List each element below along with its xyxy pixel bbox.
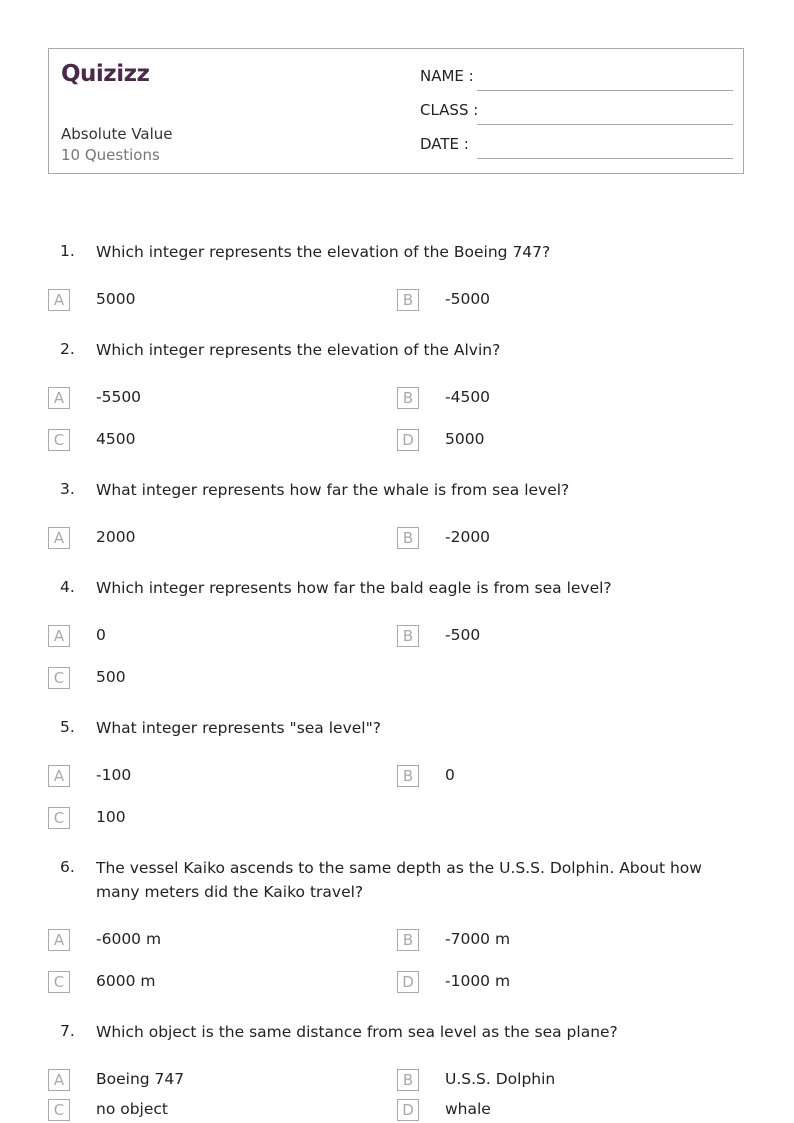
option-text: -500 <box>445 626 481 644</box>
option-text: 2000 <box>96 528 136 546</box>
name-label: NAME : <box>420 67 474 85</box>
option-text: -5500 <box>96 388 142 406</box>
question-number: 5. <box>60 718 75 736</box>
option-letter-box: D <box>397 1099 419 1121</box>
option-text: -4500 <box>445 388 491 406</box>
option-letter-box: D <box>397 971 419 993</box>
question-text: Which integer represents the elevation of the Boeing 747? <box>96 243 551 261</box>
option-letter-box: D <box>397 429 419 451</box>
option-letter-box: A <box>48 765 70 787</box>
question-number: 2. <box>60 340 75 358</box>
class-line[interactable] <box>477 124 733 125</box>
question-number: 4. <box>60 578 75 596</box>
option-text: -7000 m <box>445 930 511 948</box>
option-letter-box: A <box>48 625 70 647</box>
option-letter-box: B <box>397 387 419 409</box>
date-line[interactable] <box>477 158 733 159</box>
question-text: The vessel Kaiko ascends to the same depth as the U.S.S. Dolphin. About how many meters did the Kaiko travel? <box>96 859 702 901</box>
question-text: Which object is the same distance from sea level as the sea plane? <box>96 1023 618 1041</box>
option-letter-box: C <box>48 667 70 689</box>
question-text: What integer represents how far the whale is from sea level? <box>96 481 570 499</box>
option-text: no object <box>96 1100 168 1118</box>
option-text: -2000 <box>445 528 491 546</box>
option-text: U.S.S. Dolphin <box>445 1070 556 1088</box>
option-text: 0 <box>445 766 455 784</box>
option-text: -6000 m <box>96 930 162 948</box>
option-text: -100 <box>96 766 132 784</box>
option-text: -1000 m <box>445 972 511 990</box>
option-letter-box: A <box>48 387 70 409</box>
option-letter-box: A <box>48 527 70 549</box>
option-text: Boeing 747 <box>96 1070 185 1088</box>
option-letter-box: B <box>397 1069 419 1091</box>
quizizz-logo <box>61 59 161 87</box>
question-number: 7. <box>60 1022 75 1040</box>
question-text: Which integer represents the elevation of the Alvin? <box>96 341 501 359</box>
option-text: 500 <box>96 668 126 686</box>
option-text: 0 <box>96 626 106 644</box>
question-number: 6. <box>60 858 75 876</box>
option-text: 5000 <box>96 290 136 308</box>
option-text: 6000 m <box>96 972 156 990</box>
option-text: whale <box>445 1100 491 1118</box>
option-text: 4500 <box>96 430 136 448</box>
date-field <box>420 135 733 159</box>
option-text: -5000 <box>445 290 491 308</box>
worksheet-header <box>48 48 744 174</box>
class-field <box>420 101 733 125</box>
option-letter-box: C <box>48 1099 70 1121</box>
worksheet-title: Absolute Value <box>61 125 173 143</box>
option-letter-box: B <box>397 527 419 549</box>
option-text: 5000 <box>445 430 485 448</box>
question-text: Which integer represents how far the bald eagle is from sea level? <box>96 579 612 597</box>
question-number: 1. <box>60 242 75 260</box>
option-letter-box: B <box>397 929 419 951</box>
svg-text:Quizizz: Quizizz <box>61 61 150 87</box>
question-count: 10 Questions <box>61 146 160 164</box>
question-number: 3. <box>60 480 75 498</box>
option-letter-box: B <box>397 289 419 311</box>
option-letter-box: C <box>48 807 70 829</box>
option-letter-box: B <box>397 765 419 787</box>
option-letter-box: A <box>48 929 70 951</box>
option-text: 100 <box>96 808 126 826</box>
name-field <box>420 67 733 91</box>
option-letter-box: C <box>48 971 70 993</box>
date-label: DATE : <box>420 135 469 153</box>
class-label: CLASS : <box>420 101 479 119</box>
question-text: What integer represents "sea level"? <box>96 719 381 737</box>
option-letter-box: C <box>48 429 70 451</box>
option-letter-box: A <box>48 289 70 311</box>
name-line[interactable] <box>477 90 733 91</box>
option-letter-box: B <box>397 625 419 647</box>
option-letter-box: A <box>48 1069 70 1091</box>
